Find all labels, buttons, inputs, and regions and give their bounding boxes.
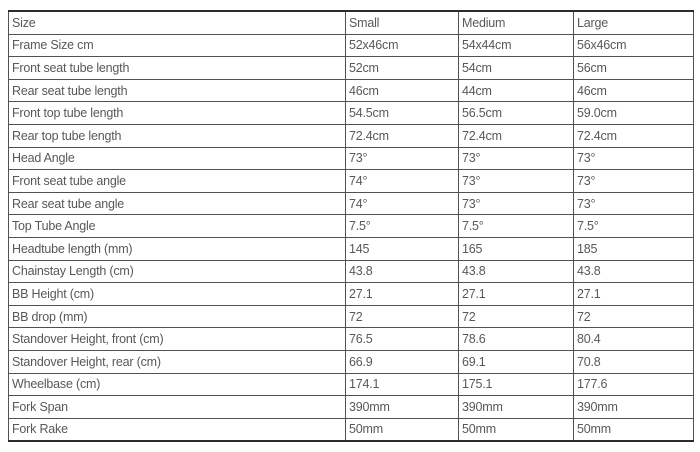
value-cell: 73° bbox=[574, 147, 694, 170]
table-row bbox=[9, 102, 694, 125]
table-row bbox=[9, 283, 694, 306]
table-row bbox=[9, 192, 694, 215]
value-cell: 73° bbox=[459, 170, 574, 193]
value-cell: 7.5° bbox=[459, 215, 574, 238]
value-cell: 73° bbox=[346, 147, 459, 170]
value-cell: 73° bbox=[574, 192, 694, 215]
table-row bbox=[9, 350, 694, 373]
value-cell: 43.8 bbox=[574, 260, 694, 283]
value-cell: 165 bbox=[459, 237, 574, 260]
value-cell: 56.5cm bbox=[459, 102, 574, 125]
value-cell: 390mm bbox=[346, 396, 459, 419]
table-row bbox=[9, 170, 694, 193]
row-label: Rear top tube length bbox=[9, 124, 346, 147]
row-label: Front top tube length bbox=[9, 102, 346, 125]
row-label: Fork Rake bbox=[9, 418, 346, 441]
geometry-spec-table bbox=[8, 10, 694, 442]
row-label: Standover Height, front (cm) bbox=[9, 328, 346, 351]
column-header-medium: Medium bbox=[459, 11, 574, 34]
value-cell: 56cm bbox=[574, 57, 694, 80]
row-label: Wheelbase (cm) bbox=[9, 373, 346, 396]
value-cell: 54x44cm bbox=[459, 34, 574, 57]
value-cell: 46cm bbox=[574, 79, 694, 102]
value-cell: 43.8 bbox=[346, 260, 459, 283]
value-cell: 78.6 bbox=[459, 328, 574, 351]
value-cell: 185 bbox=[574, 237, 694, 260]
value-cell: 72.4cm bbox=[574, 124, 694, 147]
row-label: Fork Span bbox=[9, 396, 346, 419]
column-header-size: Size bbox=[9, 11, 346, 34]
table-row bbox=[9, 124, 694, 147]
row-label: Frame Size cm bbox=[9, 34, 346, 57]
row-label: Standover Height, rear (cm) bbox=[9, 350, 346, 373]
value-cell: 73° bbox=[459, 147, 574, 170]
row-label: Front seat tube length bbox=[9, 57, 346, 80]
value-cell: 174.1 bbox=[346, 373, 459, 396]
value-cell: 74° bbox=[346, 170, 459, 193]
value-cell: 52cm bbox=[346, 57, 459, 80]
value-cell: 44cm bbox=[459, 79, 574, 102]
value-cell: 54cm bbox=[459, 57, 574, 80]
table-row bbox=[9, 373, 694, 396]
table-row bbox=[9, 237, 694, 260]
table-row bbox=[9, 418, 694, 441]
table-row bbox=[9, 260, 694, 283]
header-row bbox=[9, 11, 694, 34]
value-cell: 27.1 bbox=[574, 283, 694, 306]
table-row bbox=[9, 215, 694, 238]
column-header-large: Large bbox=[574, 11, 694, 34]
value-cell: 56x46cm bbox=[574, 34, 694, 57]
column-header-small: Small bbox=[346, 11, 459, 34]
value-cell: 73° bbox=[574, 170, 694, 193]
value-cell: 177.6 bbox=[574, 373, 694, 396]
value-cell: 50mm bbox=[459, 418, 574, 441]
value-cell: 52x46cm bbox=[346, 34, 459, 57]
table-row bbox=[9, 34, 694, 57]
table-row bbox=[9, 305, 694, 328]
row-label: BB drop (mm) bbox=[9, 305, 346, 328]
value-cell: 72.4cm bbox=[346, 124, 459, 147]
row-label: Rear seat tube length bbox=[9, 79, 346, 102]
value-cell: 50mm bbox=[574, 418, 694, 441]
value-cell: 74° bbox=[346, 192, 459, 215]
table-row bbox=[9, 79, 694, 102]
value-cell: 59.0cm bbox=[574, 102, 694, 125]
table-row bbox=[9, 57, 694, 80]
row-label: BB Height (cm) bbox=[9, 283, 346, 306]
value-cell: 72 bbox=[574, 305, 694, 328]
value-cell: 50mm bbox=[346, 418, 459, 441]
row-label: Head Angle bbox=[9, 147, 346, 170]
value-cell: 73° bbox=[459, 192, 574, 215]
value-cell: 54.5cm bbox=[346, 102, 459, 125]
value-cell: 69.1 bbox=[459, 350, 574, 373]
value-cell: 66.9 bbox=[346, 350, 459, 373]
value-cell: 72 bbox=[459, 305, 574, 328]
row-label: Chainstay Length (cm) bbox=[9, 260, 346, 283]
value-cell: 80.4 bbox=[574, 328, 694, 351]
value-cell: 46cm bbox=[346, 79, 459, 102]
value-cell: 72.4cm bbox=[459, 124, 574, 147]
value-cell: 43.8 bbox=[459, 260, 574, 283]
value-cell: 76.5 bbox=[346, 328, 459, 351]
value-cell: 145 bbox=[346, 237, 459, 260]
row-label: Top Tube Angle bbox=[9, 215, 346, 238]
table-row bbox=[9, 147, 694, 170]
value-cell: 27.1 bbox=[346, 283, 459, 306]
table-row bbox=[9, 328, 694, 351]
value-cell: 27.1 bbox=[459, 283, 574, 306]
value-cell: 72 bbox=[346, 305, 459, 328]
row-label: Headtube length (mm) bbox=[9, 237, 346, 260]
value-cell: 7.5° bbox=[574, 215, 694, 238]
row-label: Front seat tube angle bbox=[9, 170, 346, 193]
value-cell: 390mm bbox=[574, 396, 694, 419]
value-cell: 390mm bbox=[459, 396, 574, 419]
table-row bbox=[9, 396, 694, 419]
row-label: Rear seat tube angle bbox=[9, 192, 346, 215]
value-cell: 175.1 bbox=[459, 373, 574, 396]
value-cell: 70.8 bbox=[574, 350, 694, 373]
value-cell: 7.5° bbox=[346, 215, 459, 238]
